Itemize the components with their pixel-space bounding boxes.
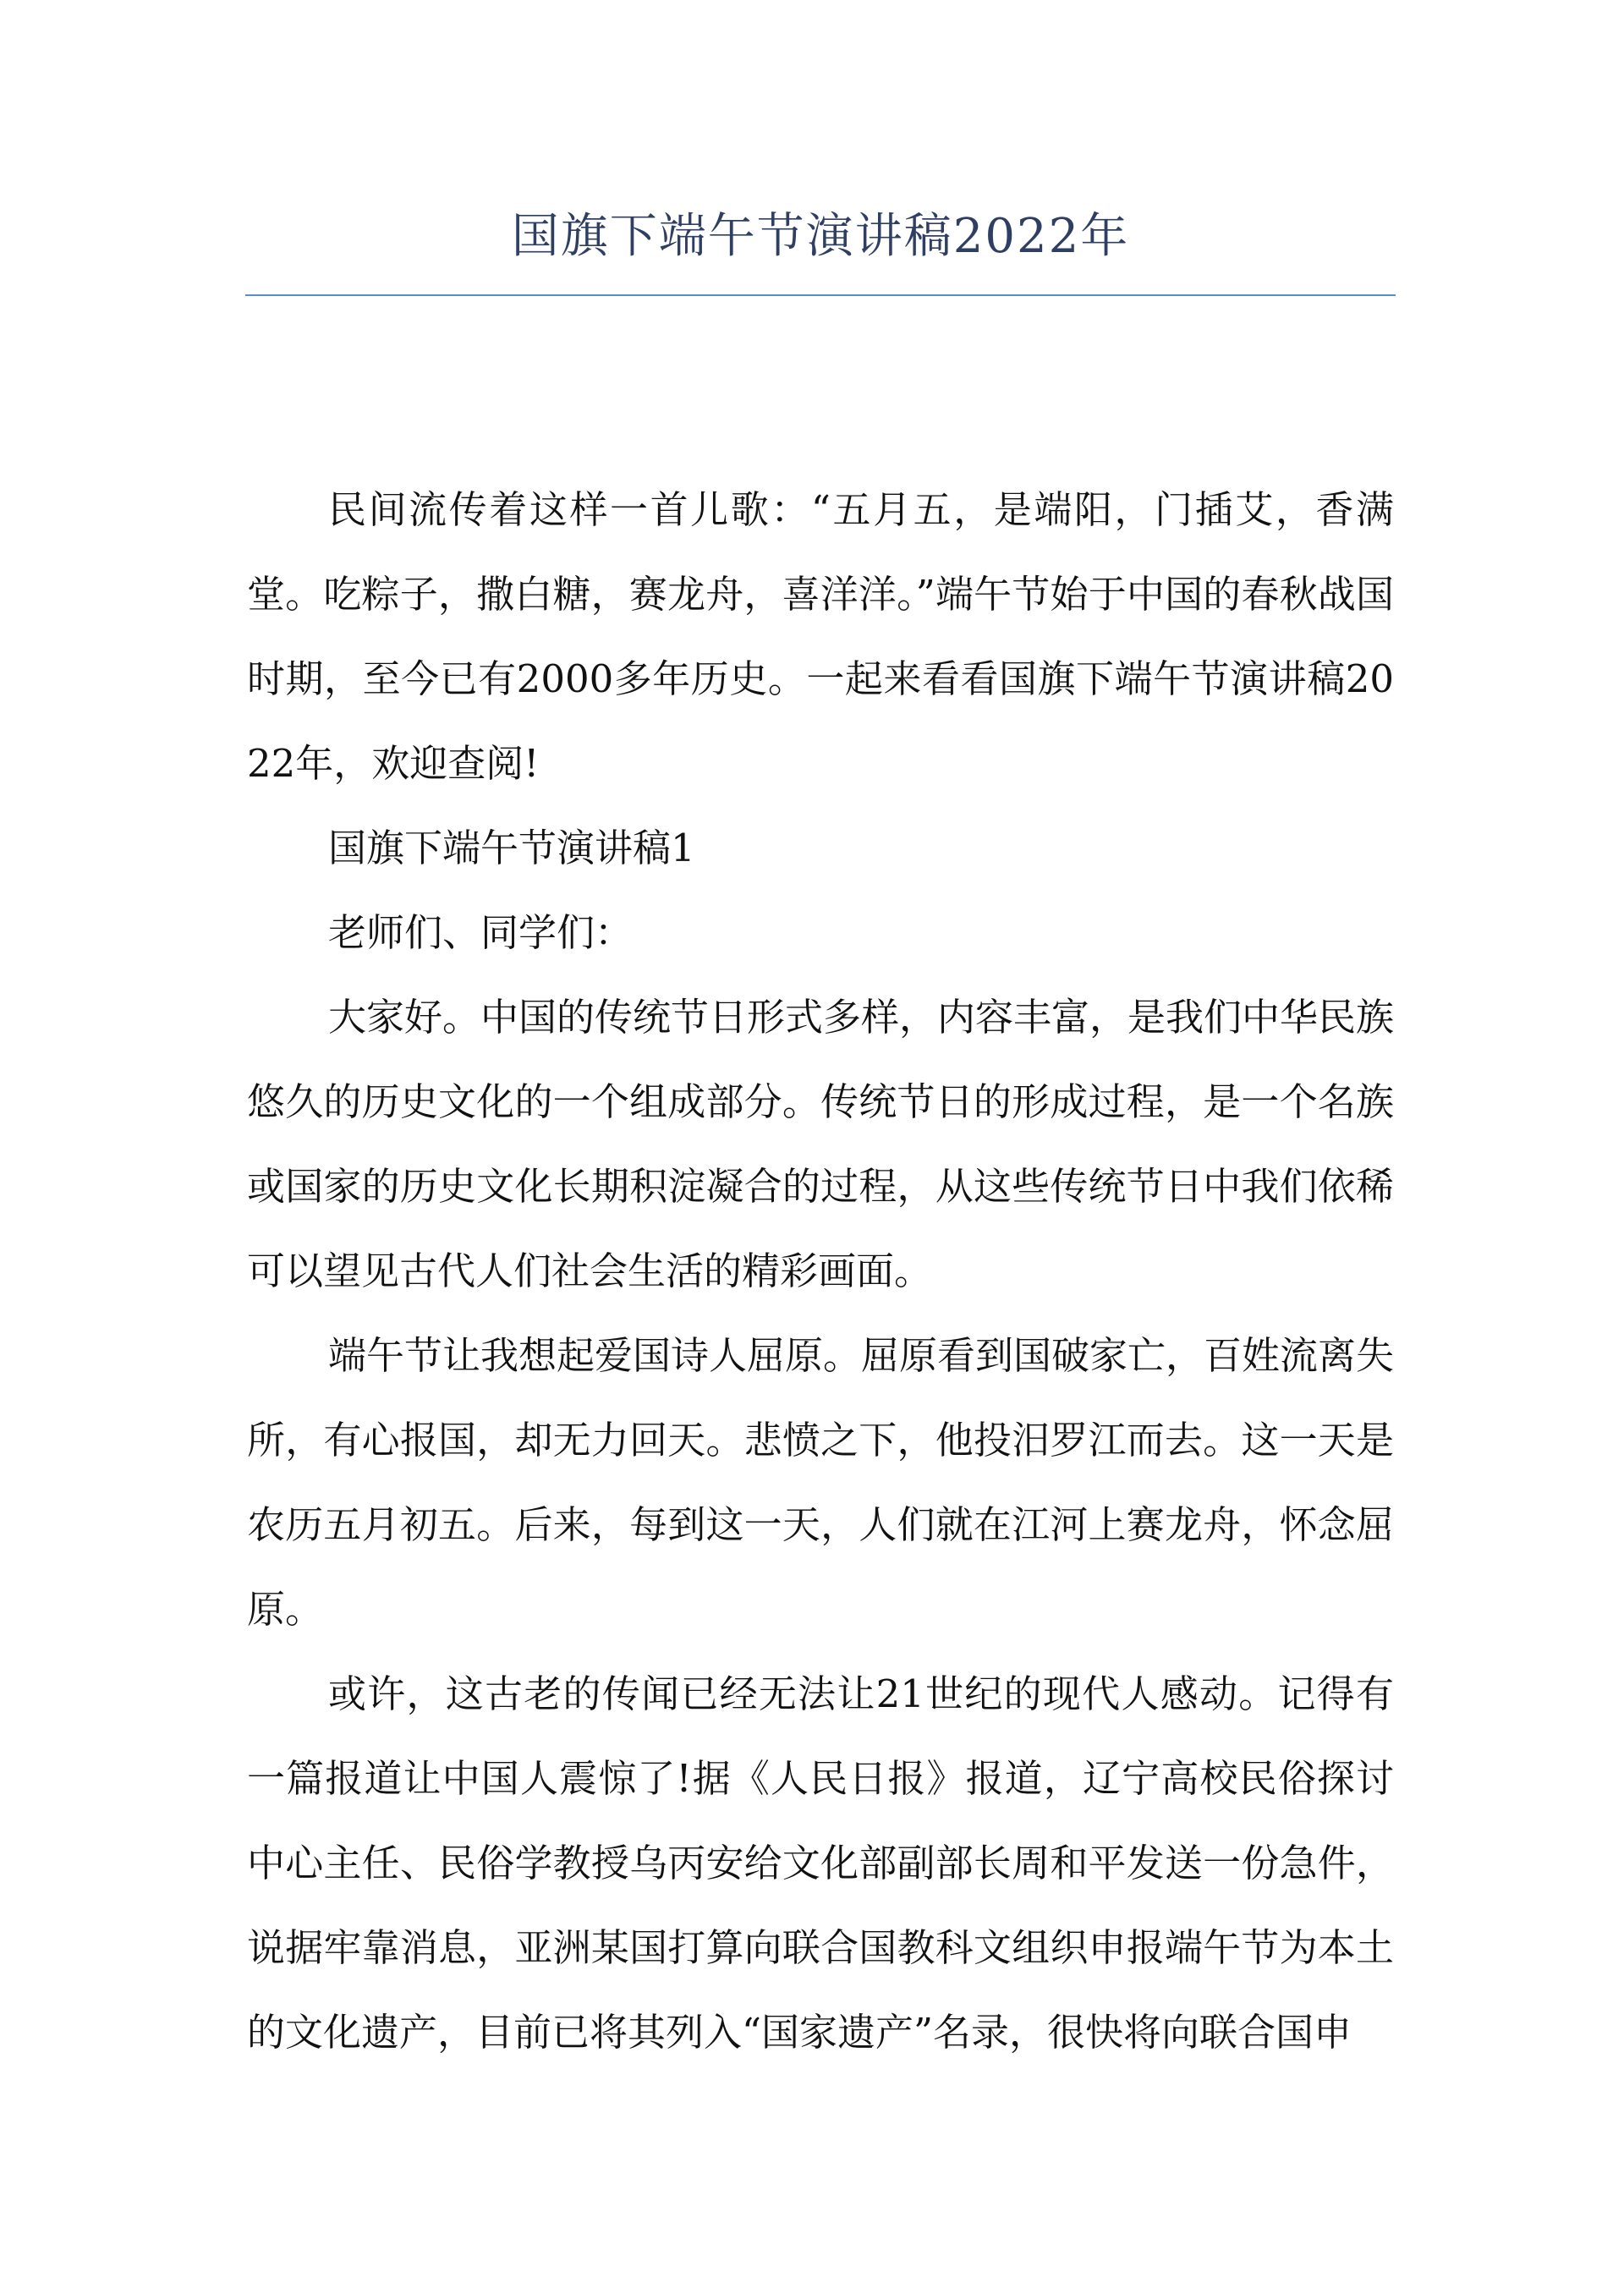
body-paragraph: 或许，这古老的传闻已经无法让21世纪的现代人感动。记得有一篇报道让中国人震惊了!据《人民日报》报道，辽宁高校民俗探讨中心主任、民俗学教授乌丙安给文化部副部长周和平发送一份急件，说据牢靠消息，亚洲某国打算向联合国教科文组织申报端午节为本土的文化遗产，目前已将其列入“国家遗产”名录，很快将向联合国申 (247, 1671, 1394, 2055)
body-paragraph: 端午节让我想起爱国诗人屈原。屈原看到国破家亡，百姓流离失所，有心报国，却无力回天。悲愤之下，他投汨罗江而去。这一天是农历五月初五。后来，每到这一天，人们就在江河上赛龙舟，怀念屈原。 (247, 1333, 1395, 1632)
salutation: 老师们、同学们： (328, 910, 634, 955)
speech-heading: 国旗下端午节演讲稿1 (328, 826, 695, 870)
document-body (247, 468, 1394, 2075)
body-paragraph: 大家好。中国的传统节日形式多样，内容丰富，是我们中华民族悠久的历史文化的一个组成部分。传统节日的形成过程，是一个名族或国家的历史文化长期积淀凝合的过程，从这些传统节日中我们依稀可以望见古代人们社会生活的精彩画面。 (247, 995, 1395, 1293)
title-divider (245, 294, 1396, 296)
document-title: 国旗下端午节演讲稿2022年 (511, 209, 1130, 264)
intro-paragraph: 民间流传着这样一首儿歌：“五月五，是端阳，门插艾，香满堂。吃粽子，撒白糖，赛龙舟，喜洋洋。”端午节始于中国的春秋战国时期，至今已有2000多年历史。一起来看看国旗下端午节演讲稿2022年，欢迎查阅! (247, 487, 1394, 786)
